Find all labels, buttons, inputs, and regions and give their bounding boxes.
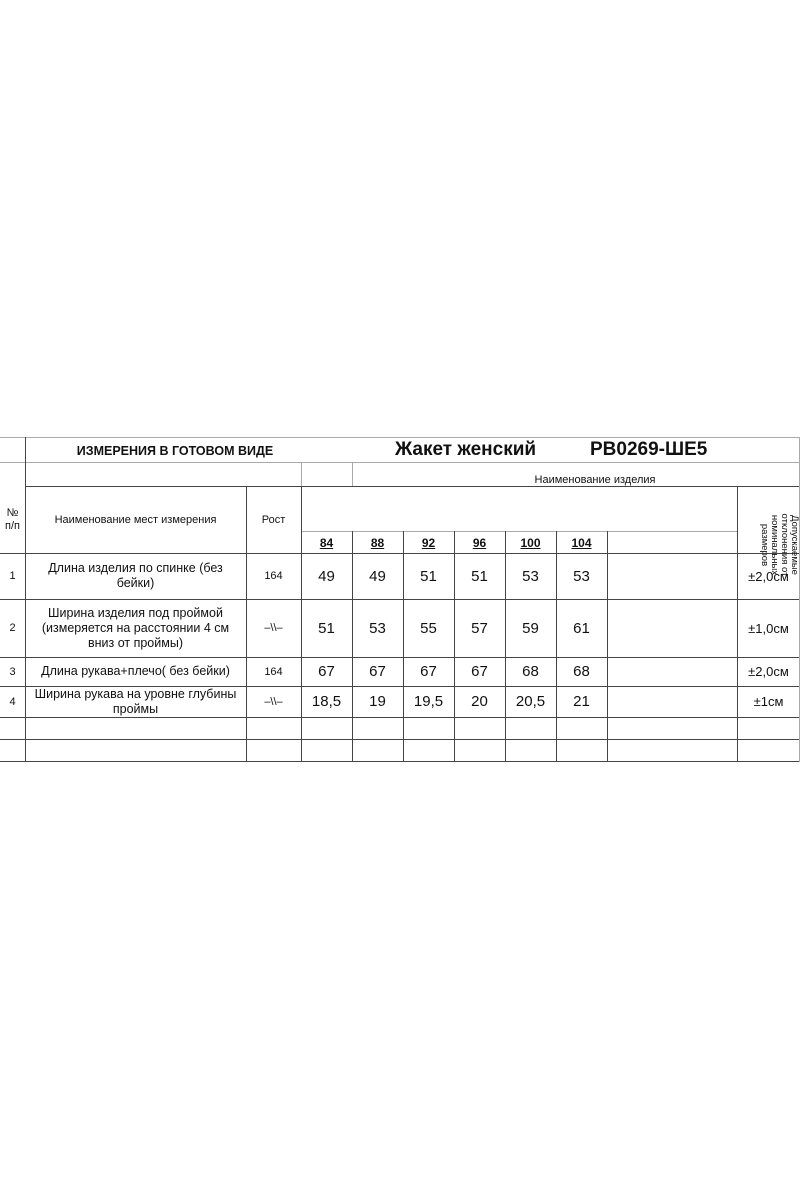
product-name: Жакет женский	[395, 439, 537, 460]
product-group-label: Наименование изделия	[534, 474, 656, 486]
size-value: 18,5	[311, 693, 342, 710]
size-value: 49	[369, 567, 386, 585]
size-value: 53	[522, 567, 539, 585]
height-value: –\\–	[264, 622, 283, 634]
column-header-height: Рост	[261, 513, 286, 526]
height-value: 164	[264, 665, 283, 678]
size-value: 68	[522, 663, 539, 680]
size-header: 96	[472, 536, 487, 550]
size-value: 53	[369, 619, 386, 637]
size-header: 84	[319, 536, 334, 550]
grid-line	[352, 462, 353, 486]
size-value: 20	[471, 693, 488, 710]
measurement-name: Ширина изделия под проймой (измеряется на расстоянии 4 см вниз от проймы)	[41, 605, 230, 650]
product-code: РВ0269-ШЕ5	[590, 439, 708, 460]
size-value: 19	[369, 693, 386, 710]
size-value: 67	[369, 663, 386, 680]
grid-line	[301, 462, 302, 486]
size-value: 67	[318, 663, 335, 680]
size-value: 20,5	[515, 693, 546, 710]
grid-line	[0, 739, 800, 740]
height-value: 164	[264, 570, 283, 582]
column-header-tolerance: Допускаемые отклонения от номинальных размеров	[759, 513, 800, 577]
measurement-name: Длина изделия по спинке (без бейки)	[48, 561, 223, 590]
size-value: 51	[420, 567, 437, 585]
grid-line	[0, 717, 800, 718]
grid-line	[0, 761, 800, 762]
size-header: 88	[370, 536, 385, 550]
size-value: 51	[318, 619, 335, 637]
size-header: 104	[571, 536, 592, 550]
tolerance-value: ±1,0см	[748, 620, 789, 636]
size-value: 57	[471, 619, 488, 637]
size-header: 92	[421, 536, 436, 550]
size-value: 67	[420, 663, 437, 680]
row-number: 4	[9, 695, 16, 708]
size-header: 100	[520, 536, 541, 550]
measurement-table	[0, 437, 800, 763]
size-value: 67	[471, 663, 488, 680]
tolerance-value: ±2,0см	[748, 664, 789, 679]
section-title: ИЗМЕРЕНИЯ В ГОТОВОМ ВИДЕ	[76, 444, 274, 458]
height-value: –\\–	[264, 695, 283, 708]
size-value: 61	[573, 619, 590, 637]
grid-line	[301, 531, 737, 532]
size-value: 55	[420, 619, 437, 637]
column-header-number: № п/п	[5, 506, 20, 532]
measurement-name: Длина рукава+плечо( без бейки)	[41, 664, 230, 678]
grid-line	[607, 531, 608, 762]
row-number: 2	[9, 622, 16, 634]
tolerance-value: ±1см	[753, 694, 784, 709]
size-value: 21	[573, 693, 590, 710]
size-value: 68	[573, 663, 590, 680]
measurement-name: Ширина рукава на уровне глубины проймы	[34, 686, 237, 716]
size-value: 51	[471, 567, 488, 585]
size-value: 59	[522, 619, 539, 637]
tolerance-value: ±2,0см	[748, 568, 789, 584]
size-value: 53	[573, 567, 590, 585]
column-header-measurement-place: Наименование мест измерения	[54, 513, 217, 526]
size-value: 49	[318, 567, 335, 585]
row-number: 3	[9, 665, 16, 678]
row-number: 1	[9, 570, 16, 582]
size-value: 19,5	[413, 693, 444, 710]
